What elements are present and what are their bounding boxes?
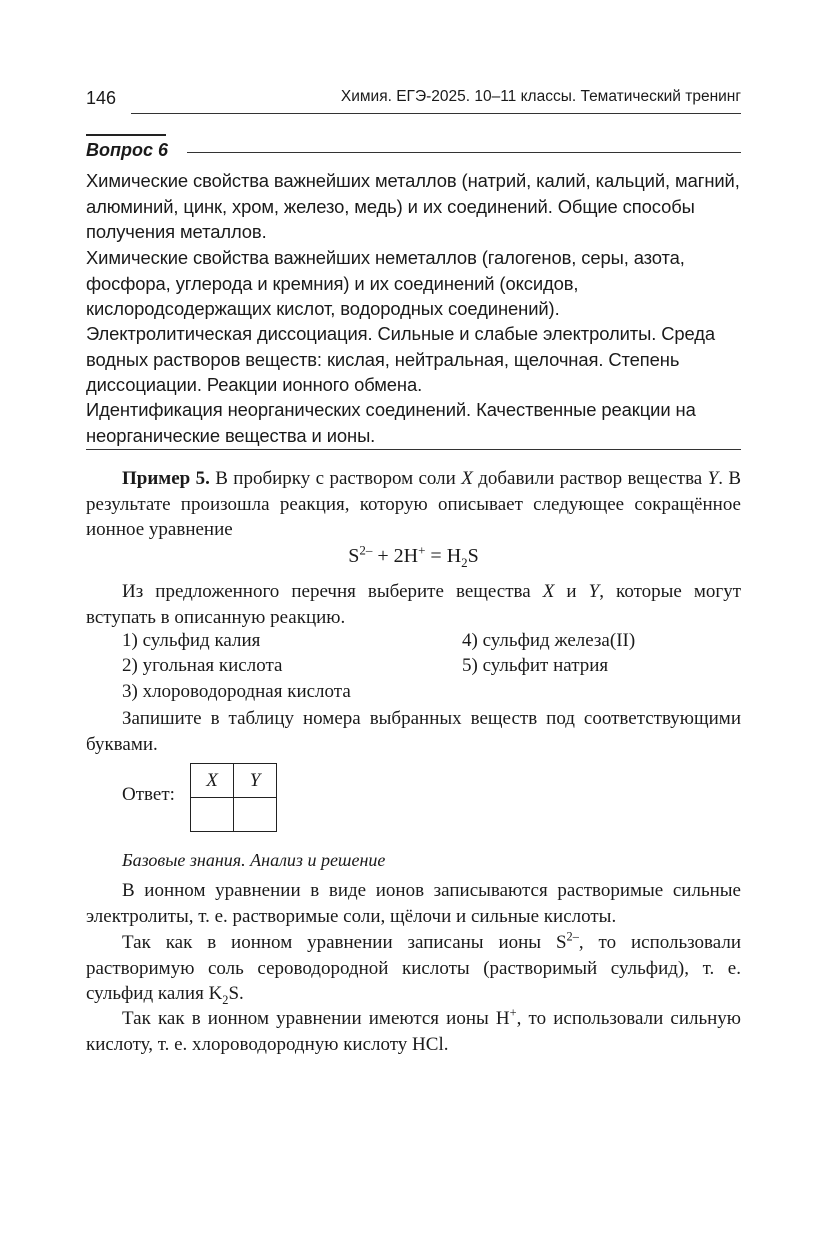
answer-input-row [191, 798, 277, 832]
question-top-rule [86, 134, 166, 136]
solution-title: Базовые знания. Анализ и решение [122, 850, 386, 870]
option-4: 4) сульфид железа(II) [462, 630, 636, 651]
example-title: Пример 5. [122, 468, 210, 489]
example-task: Из предложенного перечня выберите вещества X и Y, которые могут вступать в описанную реакцию. [86, 581, 742, 628]
answer-header-y: Y [234, 764, 277, 798]
topic-nonmetals: Химические свойства важнейших неметаллов (галогенов, серы, азота, фосфора, углерода и кремния) и их соединений (оксидов, кислородсодержащих кислот, водородных соединений). [86, 247, 685, 319]
running-header [86, 88, 741, 114]
option-2: 2) угольная кислота [122, 655, 283, 676]
topic-electrolytes: Электролитическая диссоциация. Сильные и слабые электролиты. Среда водных растворов веществ: кислая, нейтральная, щелочная. Степень диссоциации. Реакции ионного обмена. [86, 323, 716, 395]
answer-label: Ответ: [122, 784, 175, 805]
answer-cell-x[interactable] [191, 798, 234, 832]
answer-table [190, 763, 277, 832]
topic-identification: Идентификация неорганических соединений. Качественные реакции на неорганические вещества и ионы. [86, 399, 696, 446]
example-intro: Пример 5. В пробирку с раствором соли X добавили раствор вещества Y. В результате произошла реакция, которую описывает следующее сокращённое ионное уравнение [86, 468, 741, 540]
page-number: 146 [86, 88, 117, 108]
running-title: Химия. ЕГЭ-2025. 10–11 классы. Тематический тренинг [340, 88, 741, 105]
answer-header-x: X [191, 764, 234, 798]
option-1: 1) сульфид калия [122, 630, 261, 651]
solution-paragraph-3: Так как в ионном уравнении имеются ионы H+, то использовали сильную кислоту, т. е. хлороводородную кислоту HCl. [86, 1005, 741, 1055]
ionic-equation: $S^{2-} + 2H^+ = H_2S$ [348, 542, 479, 570]
solution-paragraph-1: В ионном уравнении в виде ионов записываются растворимые сильные электролиты, т. е. растворимые соли, щёлочи и сильные кислоты. [86, 880, 741, 927]
variable-x: X [461, 468, 473, 489]
solution-paragraph-2: Так как в ионном уравнении записаны ионы $S^{2-}$, то использовали растворимую соль сероводородной кислоты (растворимый сульфид), т. е. сульфид калия $K_2S$. [86, 929, 741, 1007]
option-3: 3) хлороводородная кислота [122, 681, 351, 702]
question-rule [187, 152, 741, 153]
variable-y: Y [707, 468, 719, 489]
option-5: 5) сульфит натрия [462, 655, 609, 676]
question-label: Вопрос 6 [86, 140, 169, 160]
answer-instruction: Запишите в таблицу номера выбранных веществ под соответствующими буквами. [86, 708, 741, 755]
topics-bottom-rule [86, 449, 741, 450]
answer-cell-y[interactable] [234, 798, 277, 832]
topic-metals: Химические свойства важнейших металлов (натрий, калий, кальций, магний, алюминий, цинк, хром, железо, медь) и их соединений. Общие способы получения металлов. [86, 170, 740, 242]
answer-header-row [191, 764, 277, 798]
header-divider [131, 113, 741, 114]
